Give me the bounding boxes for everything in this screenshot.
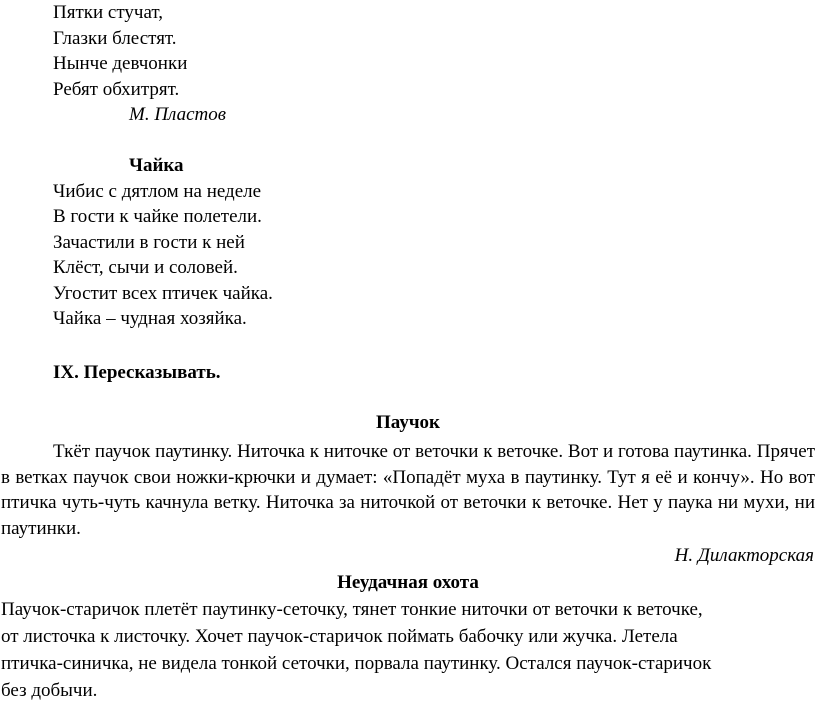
poem1-line-3: Нынче девчонки: [53, 53, 188, 74]
poem2-line-6: Чайка – чудная хозяйка.: [53, 308, 247, 329]
story2-title: Неудачная охота: [337, 572, 479, 593]
poem1-line-1: Пятки стучат,: [53, 2, 164, 23]
poem1-author: М. Пластов: [129, 104, 226, 125]
story2-text: [1, 596, 815, 704]
poem2-line-4: Клёст, сычи и соловей.: [53, 257, 238, 278]
section-heading: IX. Пересказывать.: [53, 362, 221, 383]
story2-line-1: Паучок-старичок плетёт паутинку-сеточку, тянет тонкие ниточки от веточки к веточке,: [1, 599, 703, 620]
story1-text: Ткёт паучок паутинку. Ниточка к ниточке от веточки к веточке. Вот и готова паутинка. Прячет в ветках паучок свои ножки-крючки и думает: «Попадёт муха в паутинку. Тут я её и кончу». Но вот птичка чуть-чуть качнула ветку. Ниточка за ниточкой от веточки к веточке. Нет у паука ни мухи, ни паутинки.: [1, 441, 815, 539]
story2-line-4: без добычи.: [1, 680, 98, 701]
poem2-line-5: Угостит всех птичек чайка.: [53, 282, 273, 304]
story2-line-2: от листочка к листочку. Хочет паучок-старичок поймать бабочку или жучка. Летела: [1, 626, 678, 647]
poem2-title: Чайка: [129, 155, 184, 176]
poem2-line-1: Чибис с дятлом на неделе: [53, 180, 262, 202]
story2-line-3: птичка-синичка, не видела тонкой сеточки, порвала паутинку. Остался паучок-старичок: [1, 653, 712, 674]
poem1-line-4: Ребят обхитрят.: [53, 78, 180, 100]
story1-author: Н. Дилакторская: [674, 545, 814, 566]
spacer: [53, 128, 273, 154]
poem2-line-3: Зачастили в гости к ней: [53, 231, 245, 253]
poem1-line-2: Глазки блестят.: [53, 27, 177, 49]
poem-block: [53, 0, 273, 332]
poem2-line-2: В гости к чайке полетели.: [53, 206, 262, 227]
story1-title: Паучок: [376, 412, 440, 433]
